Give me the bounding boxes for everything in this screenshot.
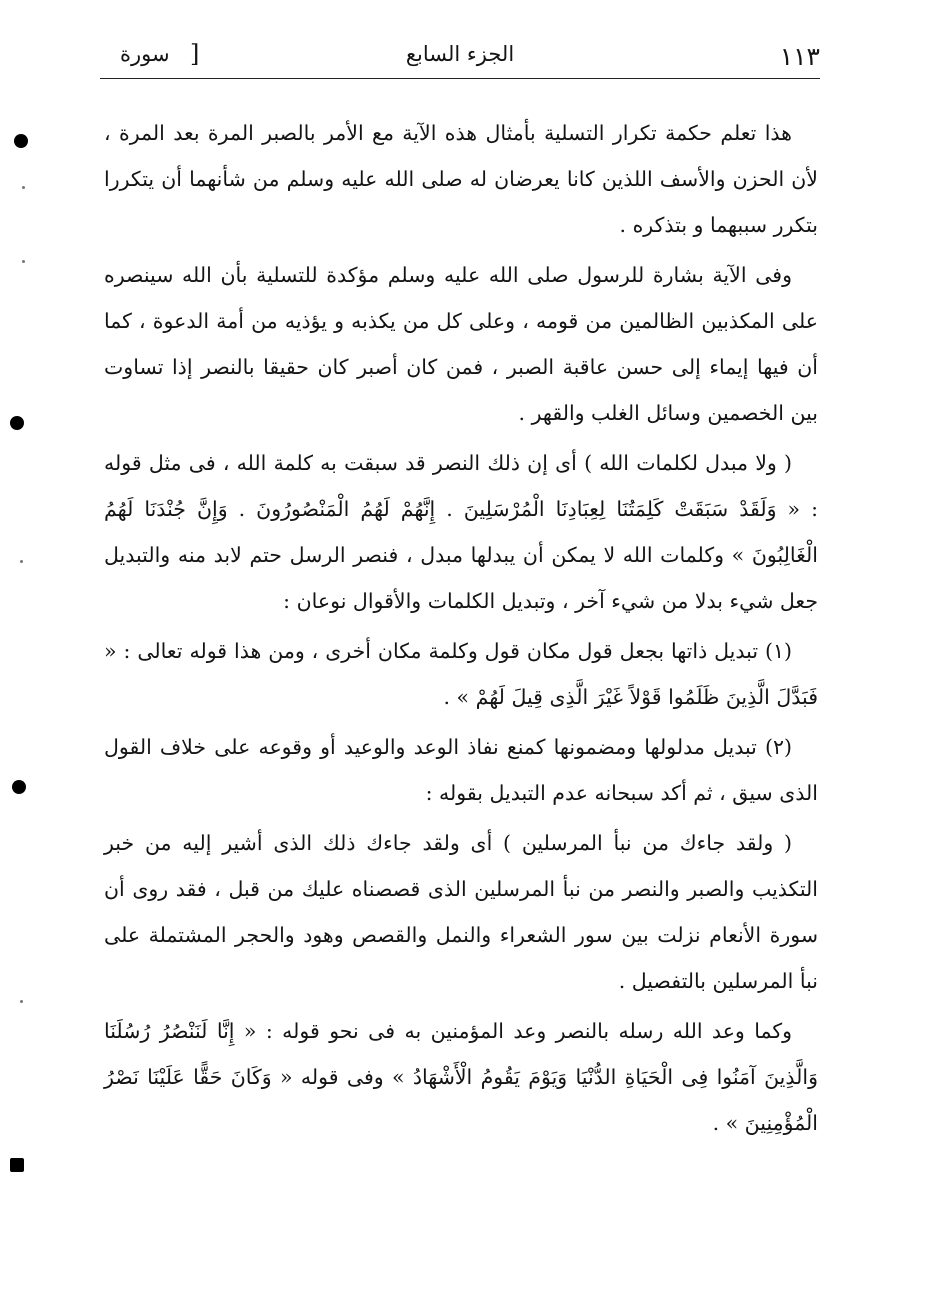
paragraph-5: (٢) تبديل مدلولها ومضمونها كمنع نفاذ الوعد والوعيد أو وقوعه على خلاف القول الذى سيق ، ثم أكد سبحانه عدم التبديل بقوله : [104, 735, 818, 805]
margin-speck [22, 186, 25, 189]
paragraph-3: ( ولا مبدل لكلمات الله ) أى إن ذلك النصر قد سبقت به كلمة الله ، فى مثل قوله : « وَلَقَدْ سَبَقَتْ كَلِمَتُنَا لِعِبَادِنَا الْمُرْسَلِينَ . إِنَّهُمْ لَهُمُ الْمَنْصُورُونَ . وَإِنَّ جُنْدَنَا لَهُمُ الْغَالِبُونَ » وكلمات الله لا يمكن أن يبدلها مبدل ، فنصر الرسل حتم لابد منه والتبديل جعل شيء بدلا من شيء آخر ، وتبديل الكلمات والأقوال نوعان : [104, 451, 818, 613]
binding-hole-mark [10, 416, 24, 430]
binding-hole-mark [12, 780, 26, 794]
page-header [100, 36, 820, 80]
body-text [104, 110, 818, 1146]
surah-label: سورة [120, 42, 170, 66]
paragraph-1: هذا تعلم حكمة تكرار التسلية بأمثال هذه الآية مع الأمر بالصبر المرة بعد المرة ، لأن الحزن والأسف اللذين كانا يعرضان له صلى الله عليه وسلم من شأنهما أن يتكررا بتكرر سببهما و بتذكره . [104, 121, 818, 237]
binding-hole-mark [10, 1158, 24, 1172]
paragraph-2: وفى الآية بشارة للرسول صلى الله عليه وسلم مؤكدة للتسلية بأن الله سينصره على المكذبين الظالمين من قومه ، وعلى كل من يكذبه و يؤذيه من أمة الدعوة ، كما أن فيها إيماء إلى حسن عاقبة الصبر ، فمن كان أصبر كان حقيقا بالنصر إذا تساوت بين الخصمين وسائل الغلب والقهر . [104, 263, 818, 425]
header-rule [100, 78, 820, 79]
page-number: ١١٣ [779, 42, 820, 71]
binding-hole-mark [14, 134, 28, 148]
header-bracket: [ [190, 40, 200, 68]
paragraph-6: ( ولقد جاءك من نبأ المرسلين ) أى ولقد جاءك ذلك الذى أشير إليه من خبر التكذيب والصبر والنصر من نبأ المرسلين الذى قصصناه عليك من قبل ، فقد روى أن سورة الأنعام نزلت بين سور الشعراء والنمل والقصص وهود والحجر المشتملة على نبأ المرسلين بالتفصيل . [104, 831, 818, 993]
margin-speck [22, 260, 25, 263]
paragraph-4: (١) تبديل ذاتها بجعل قول مكان قول وكلمة مكان أخرى ، ومن هذا قوله تعالى : « فَبَدَّلَ الَّذِينَ ظَلَمُوا قَوْلاً غَيْرَ الَّذِى قِيلَ لَهُمْ » . [104, 639, 818, 709]
margin-speck [20, 1000, 23, 1003]
paragraph-7: وكما وعد الله رسله بالنصر وعد المؤمنين به فى نحو قوله : « إِنَّا لَنَنْصُرُ رُسُلَنَا وَالَّذِينَ آمَنُوا فِى الْحَيَاةِ الدُّنْيَا وَيَوْمَ يَقُومُ الْأَشْهَادُ » وفى قوله « وَكَانَ حَقًّا عَلَيْنَا نَصْرُ الْمُؤْمِنِينَ » . [104, 1019, 818, 1135]
part-title: الجزء السابع [405, 42, 515, 66]
margin-speck [20, 560, 23, 563]
